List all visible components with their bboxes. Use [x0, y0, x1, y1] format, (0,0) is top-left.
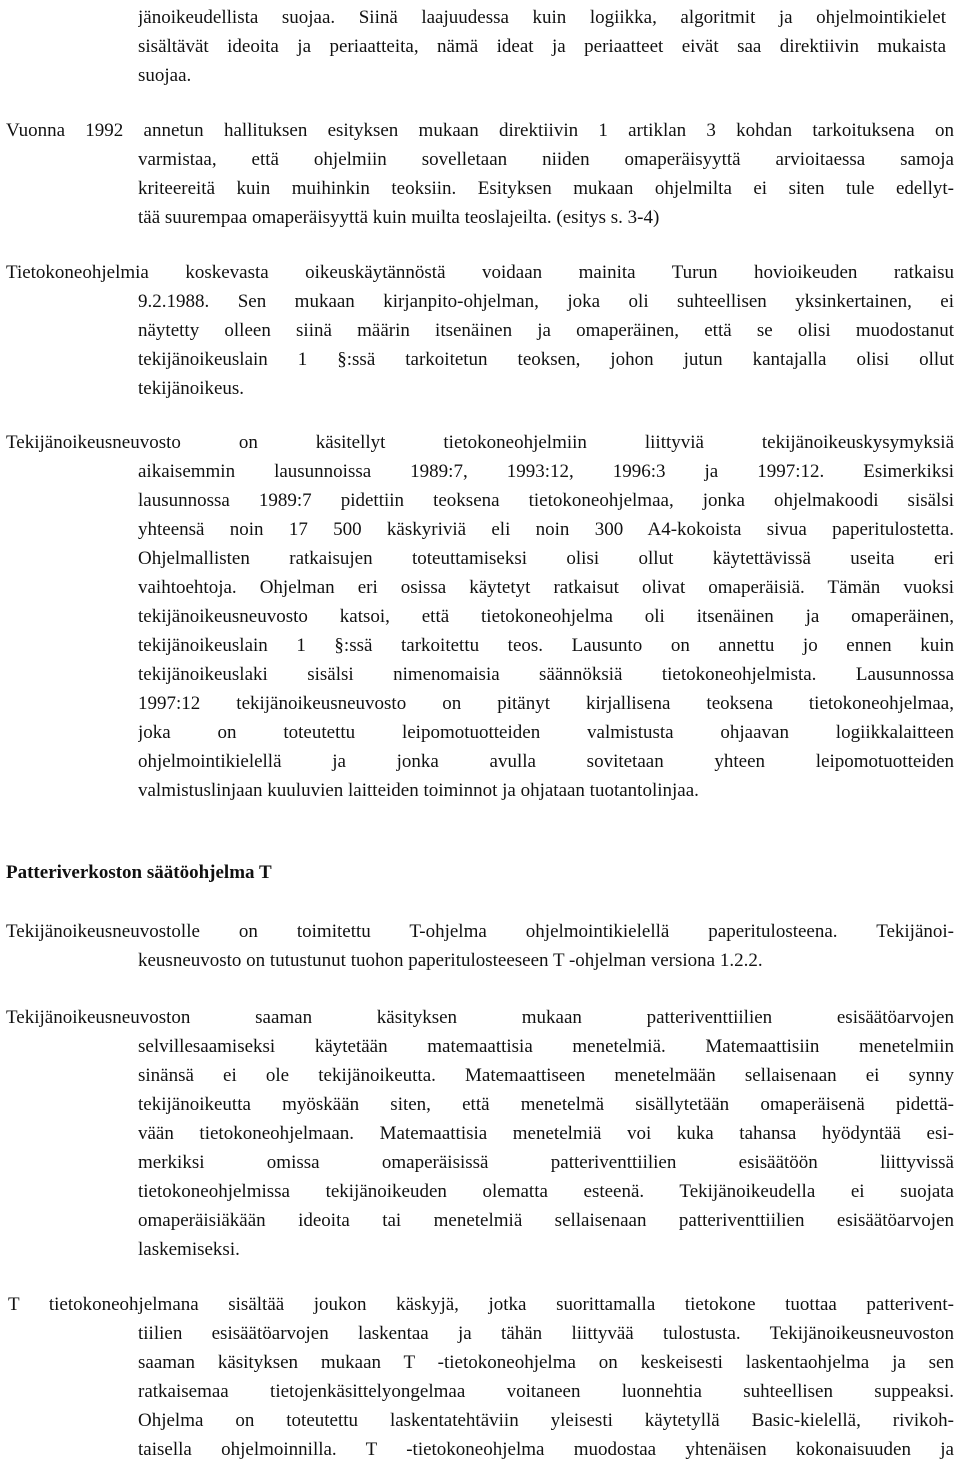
paragraph-line: 1997:12 tekijänoikeusneuvosto on pitänyt kirjallisena teoksena tietokoneohjelmaa,: [138, 693, 954, 714]
paragraph-line: taisella ohjelmoinnilla. T -tietokoneohjelma muodostaa yhtenäisen kokonaisuuden ja: [138, 1439, 954, 1460]
paragraph-line: laskemiseksi.: [138, 1239, 240, 1260]
paragraph-line: kriteereitä kuin muihinkin teoksiin. Esityksen mukaan ohjelmilta ei siten tule edellyt-: [138, 178, 954, 199]
paragraph-line: ohjelmointikielellä ja jonka avulla sovitetaan yhteen leipomotuotteiden: [138, 751, 954, 772]
paragraph-line: sisältävät ideoita ja periaatteita, nämä ideat ja periaatteet eivät saa direktiivin mukaista: [138, 36, 946, 57]
paragraph-line: valmistuslinjaan kuuluvien laitteiden toiminnot ja ohjataan tuotantolinjaa.: [138, 780, 699, 801]
paragraph-line: tekijänoikeusneuvosto katsoi, että tietokoneohjelma oli itsenäinen ja omaperäinen,: [138, 606, 954, 627]
paragraph-line: ratkaisemaa tietojenkäsittelyongelmaa voitaneen luonnehtia suhteellisen suppeaksi.: [138, 1381, 954, 1402]
paragraph-line: Tekijänoikeusneuvoston saaman käsityksen mukaan patteriventtiilien esisäätöarvojen: [6, 1007, 954, 1028]
paragraph-line: tiilien esisäätöarvojen laskentaa ja tähän liittyvää tulostusta. Tekijänoikeusneuvoston: [138, 1323, 954, 1344]
paragraph-line: selvillesaamiseksi käytetään matemaattisia menetelmiä. Matemaattisiin menetelmiin: [138, 1036, 954, 1057]
paragraph-line: suojaa.: [138, 65, 192, 86]
paragraph-line: sinänsä ei ole tekijänoikeutta. Matemaattiseen menetelmään sellaisenaan ei synny: [138, 1065, 954, 1086]
paragraph-line: näytetty olleen siinä määrin itsenäinen ja omaperäinen, että se olisi muodostanut: [138, 320, 954, 341]
paragraph-line: tekijänoikeutta myöskään siten, että menetelmä sisällytetään omaperäisenä pidettä-: [138, 1094, 954, 1115]
paragraph: [0, 1003, 960, 1264]
paragraph-line: T tietokoneohjelmana sisältää joukon käskyjä, jotka suorittamalla tietokone tuottaa patterivent-: [8, 1294, 954, 1315]
paragraph-line: aikaisemmin lausunnoissa 1989:7, 1993:12, 1996:3 ja 1997:12. Esimerkiksi: [138, 461, 954, 482]
paragraph-line: keusneuvosto on tutustunut tuohon paperitulosteeseen T -ohjelman versiona 1.2.2.: [138, 950, 763, 971]
paragraph-line: Vuonna 1992 annetun hallituksen esityksen mukaan direktiivin 1 artiklan 3 kohdan tarkoituksena on: [6, 120, 954, 141]
paragraph: [0, 3, 960, 90]
paragraph-line: vään tietokoneohjelmaan. Matemaattisia menetelmiä voi kuka tahansa hyödyntää esi-: [138, 1123, 954, 1144]
paragraph-line: omaperäisiäkään ideoita tai menetelmiä sellaisenaan patteriventtiilien esisäätöarvojen: [138, 1210, 954, 1231]
paragraph-line: merkiksi omissa omaperäisissä patteriventtiilien esisäätöön liittyvissä: [138, 1152, 954, 1173]
paragraph-line: tekijänoikeuslain 1 §:ssä tarkoitettu teos. Lausunto on annettu jo ennen kuin: [138, 635, 954, 656]
paragraph-line: tekijänoikeuslaki sisälsi nimenomaisia säännöksiä tietokoneohjelmista. Lausunnossa: [138, 664, 954, 685]
paragraph-line: lausunnossa 1989:7 pidettiin teoksena tietokoneohjelmaa, jonka ohjelmakoodi sisälsi: [138, 490, 954, 511]
paragraph: [0, 917, 960, 975]
paragraph-line: jänoikeudellista suojaa. Siinä laajuudessa kuin logiikka, algoritmit ja ohjelmointikielet: [138, 7, 946, 28]
paragraph: [0, 258, 960, 403]
paragraph: [0, 116, 960, 232]
paragraph-line: Tekijänoikeusneuvostolle on toimitettu T-ohjelma ohjelmointikielellä paperitulosteena. Tekijänoi-: [6, 921, 954, 942]
paragraph-line: vaihtoehtoja. Ohjelman eri osissa käytetyt ratkaisut olivat omaperäisiä. Tämän vuoksi: [138, 577, 954, 598]
paragraph-line: tietokoneohjelmissa tekijänoikeuden olematta esteenä. Tekijänoikeudella ei suojata: [138, 1181, 954, 1202]
paragraph-line: varmistaa, että ohjelmiin sovelletaan niiden omaperäisyyttä arvioitaessa samoja: [138, 149, 954, 170]
paragraph-line: 9.2.1988. Sen mukaan kirjanpito-ohjelman, joka oli suhteellisen yksinkertainen, ei: [138, 291, 954, 312]
paragraph-line: joka on toteutettu leipomotuotteiden valmistusta ohjaavan logiikkalaitteen: [138, 722, 954, 743]
paragraph-line: tekijänoikeus.: [138, 378, 245, 399]
paragraph: [0, 1290, 960, 1464]
paragraph-line: yhteensä noin 17 500 käskyriviä eli noin 300 A4-kokoista sivua paperitulostetta.: [138, 519, 954, 540]
paragraph-line: Tekijänoikeusneuvosto on käsitellyt tietokoneohjelmiin liittyviä tekijänoikeuskysymyksiä: [6, 432, 954, 453]
paragraph-line: Ohjelmallisten ratkaisujen toteuttamiseksi olisi ollut käytettävissä useita eri: [138, 548, 954, 569]
paragraph-line: Ohjelma on toteutettu laskentatehtäviin yleisesti käytetyllä Basic-kielellä, rivikoh-: [138, 1410, 954, 1431]
paragraph-line: Tietokoneohjelmia koskevasta oikeuskäytännöstä voidaan mainita Turun hovioikeuden ratkaisu: [6, 262, 954, 283]
paragraph-line: tekijänoikeuslain 1 §:ssä tarkoitetun teoksen, johon jutun kantajalla olisi ollut: [138, 349, 954, 370]
paragraph-line: saaman käsityksen mukaan T -tietokoneohjelma on keskeisesti laskentaohjelma ja sen: [138, 1352, 954, 1373]
paragraph: [0, 428, 960, 805]
section-heading: Patteriverkoston säätöohjelma T: [6, 862, 272, 883]
paragraph-line: tää suurempaa omaperäisyyttä kuin muilta teoslajeilta. (esitys s. 3-4): [138, 207, 660, 228]
